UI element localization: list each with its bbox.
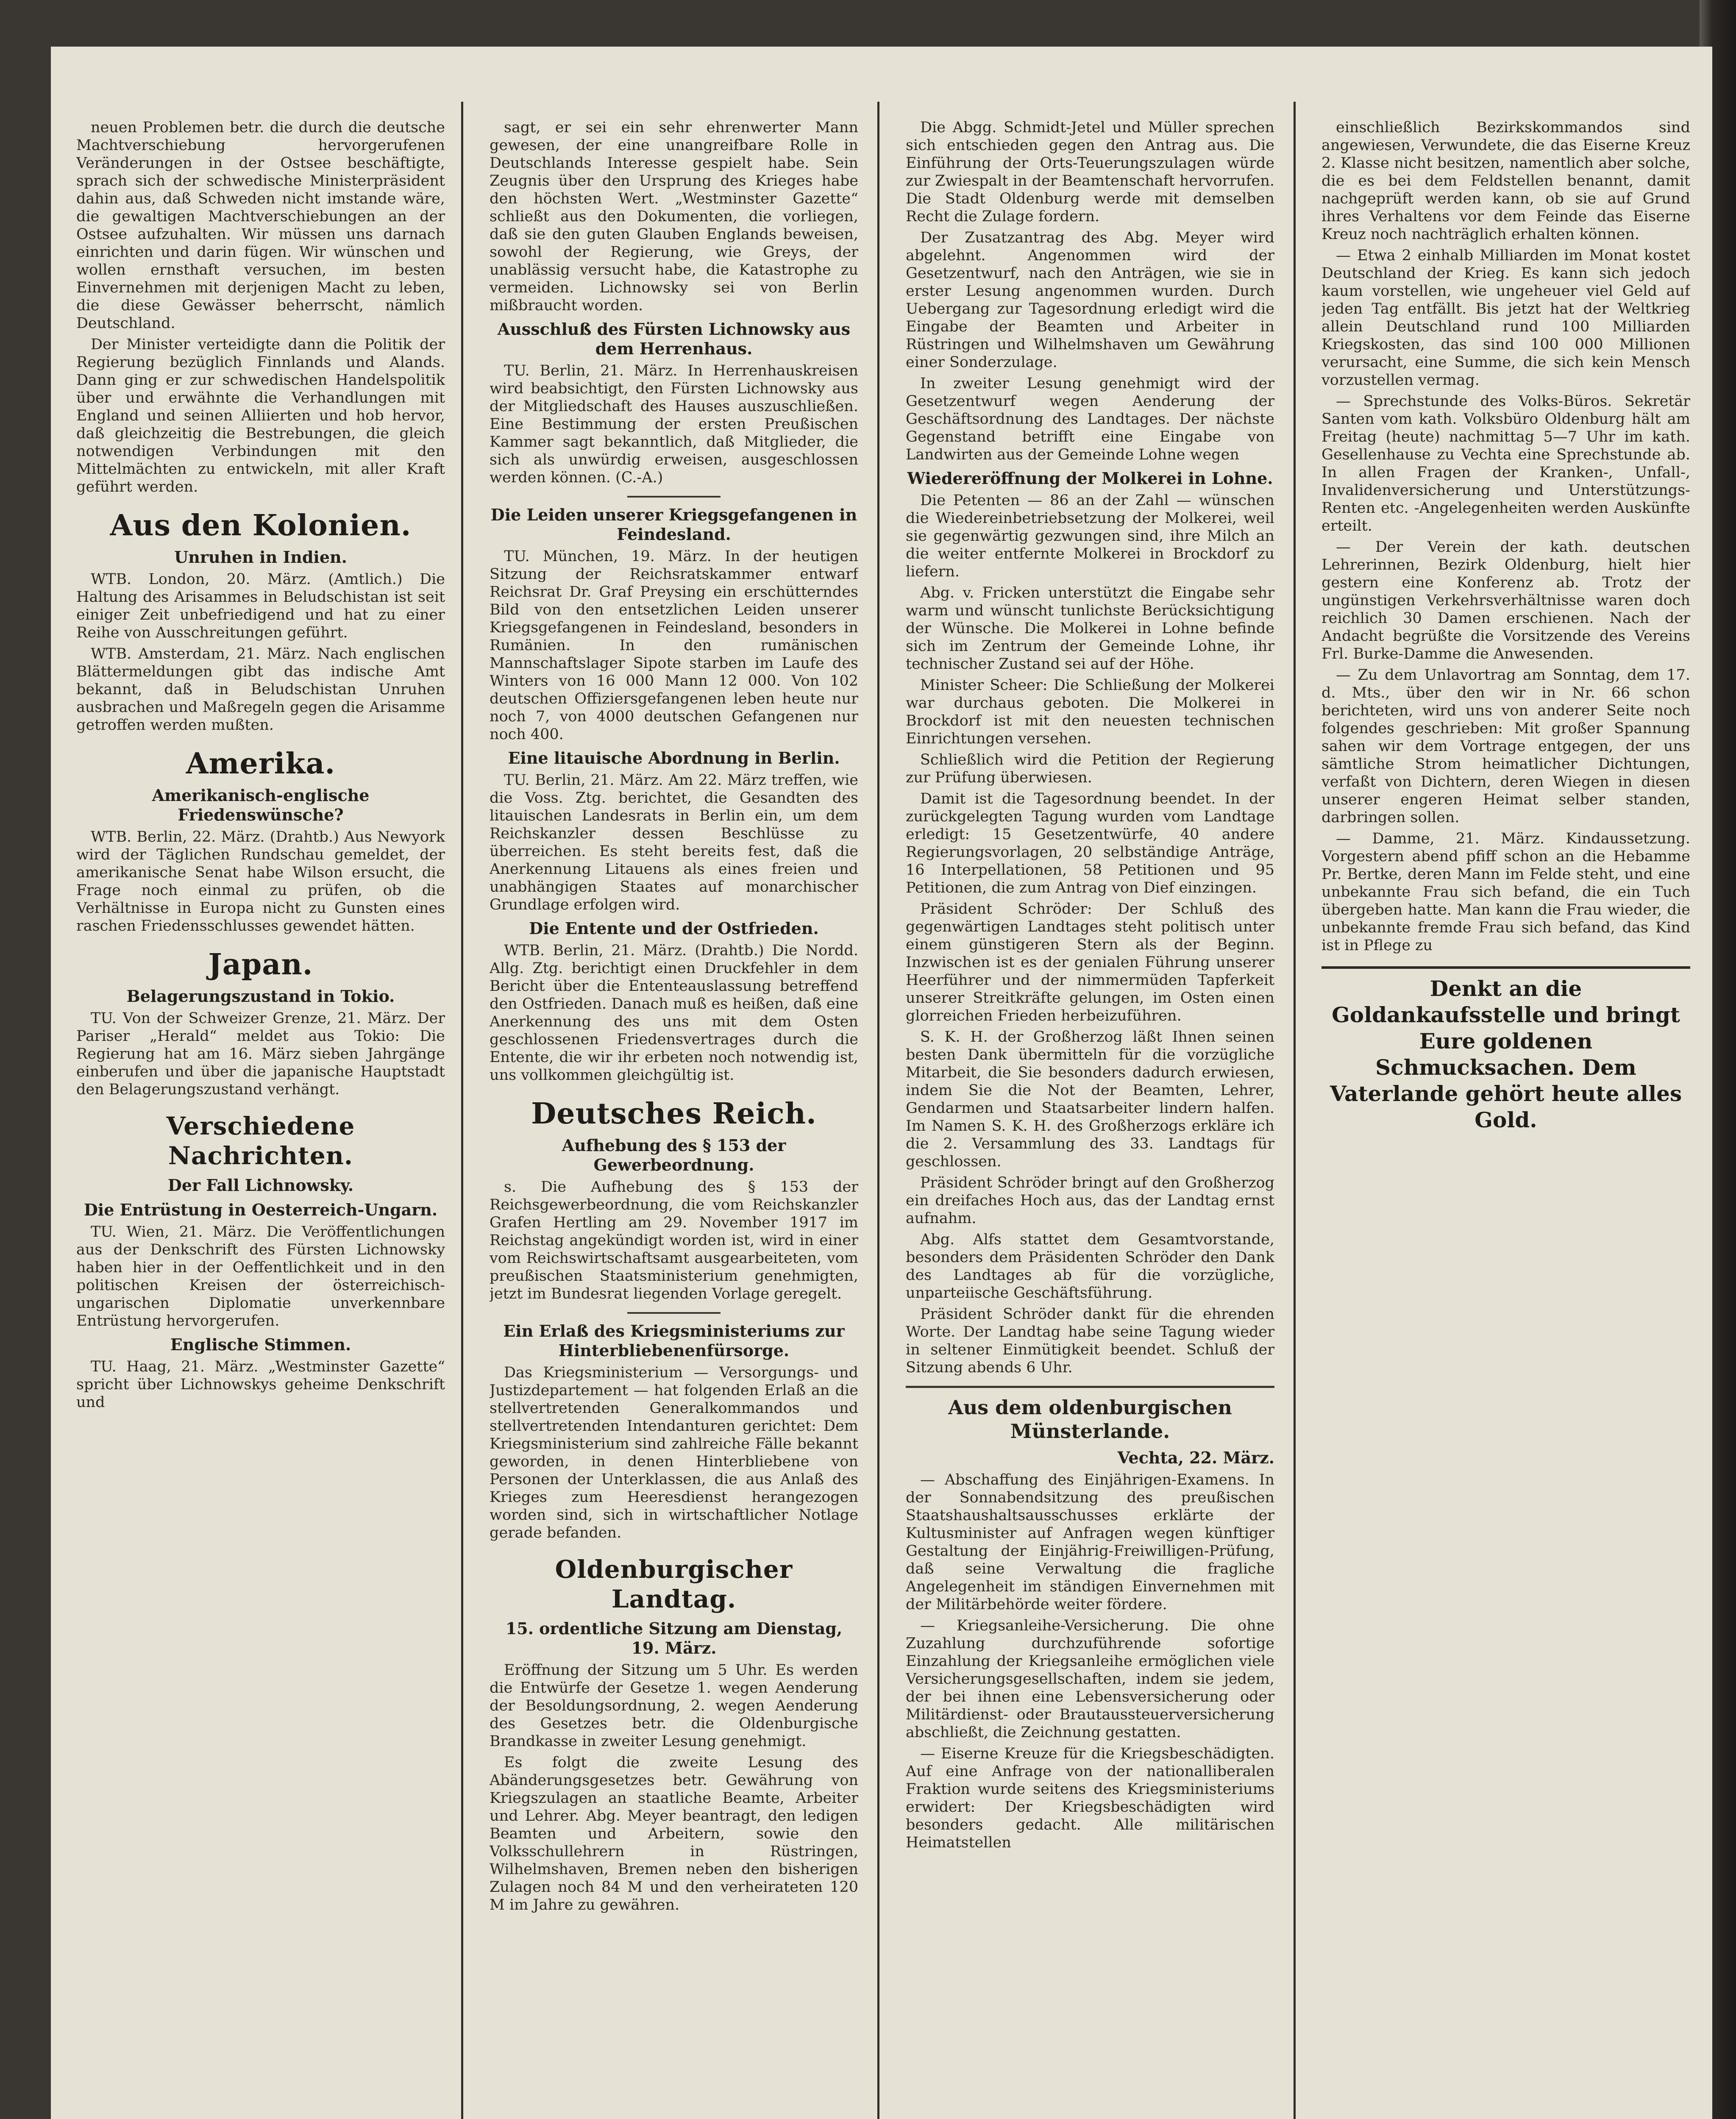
- article-paragraph: TU. München, 19. März. In der heutigen Sitzung der Reichsratskammer entwarf Reichsrat Dr. Graf Preysing ein erschütterndes Bild von den entsetzlichen Leiden unserer Kriegsgefangenen in Feindesland, besonders in Rumänien. In den rumänischen Mannschaftslager Sipote starben im Laufe des Winters von 16 000 Mann 12 000. Von 102 deutschen Offiziersgefangenen leben heute nur noch 7, von 4000 deutschen Gefangenen nur noch 400.: [490, 548, 858, 743]
- article-paragraph: WTB. Berlin, 22. März. (Drahtb.) Aus Newyork wird der Täglichen Rundschau gemeldet, der amerikanische Senat habe Wilson ersucht, die Frage noch einmal zu prüfen, ob die Verhältnisse in Europa nicht zu Gunsten eines raschen Friedensschlusses gewendet hätten.: [76, 829, 445, 934]
- column-1: [76, 119, 445, 2119]
- article-paragraph: — Abschaffung des Einjährigen-Examens. In der Sonnabendsitzung des preußischen Staatshaushaltsausschusses erklärte der Kultusminister auf Anfragen wegen künftiger Gestaltung der Einjährig-Freiwilligen-Prüfung, daß seine Verwaltung die fragliche Angelegenheit im ständigen Einvernehmen mit der Militärbehörde weiter fördere.: [906, 1471, 1274, 1613]
- article-paragraph: Eröffnung der Sitzung um 5 Uhr. Es werden die Entwürfe der Gesetze 1. wegen Aenderung der Besoldungsordnung, 2. wegen Aenderung des Gesetzes betr. die Oldenburgische Brandkasse in zweiter Lesung genehmigt.: [490, 1662, 858, 1750]
- article-paragraph: Die Petenten — 86 an der Zahl — wünschen die Wiedereinbetriebsetzung der Molkerei, weil sie gegenwärtig gezwungen sind, ihre Milch an die weiter entfernte Molkerei in Brockdorf zu liefern.: [906, 492, 1274, 580]
- section-heading-kolonien: Aus den Kolonien.: [110, 509, 412, 542]
- article-paragraph: WTB. London, 20. März. (Amtlich.) Die Haltung des Arisammes in Beludschistan ist seit einiger Zeit unbefriedigend und hat zu einer Reihe von Ausschreitungen geführt.: [76, 571, 445, 641]
- section-heading-japan: Japan.: [208, 948, 313, 982]
- section-heading-reich: Deutsches Reich.: [531, 1097, 817, 1131]
- article-paragraph: Die Abgg. Schmidt-Jetel und Müller sprechen sich entschieden gegen den Antrag aus. Die Einführung der Orts-Teuerungszulagen würde zur Zwiespalt in der Beamtenschaft hervorrufen. Die Stadt Oldenburg werde mit demselben Recht die Zulage fordern.: [906, 119, 1274, 225]
- article-paragraph: — Zu dem Unlavortrag am Sonntag, dem 17. d. Mts., über den wir in Nr. 66 schon berichteten, wird uns von anderer Seite noch folgendes geschrieben: Mit großer Spannung sahen wir dem Vortrage entgegen, der uns sämtliche Strom heimatlicher Dichtungen, verfaßt von Dichtern, deren Wiegen in diesen unserer engeren Heimat selber standen, darbringen sollen.: [1321, 667, 1690, 826]
- section-heading-landtag: Oldenburgischer Landtag.: [555, 1555, 793, 1613]
- article-paragraph: — Eiserne Kreuze für die Kriegsbeschädigten. Auf eine Anfrage von der nationalliberalen Fraktion wurde seitens des Kriegsministeriums erwidert: Der Kriegsbeschädigten wird besonders gedacht. Alle militärischen Heimatstellen: [906, 1745, 1274, 1851]
- article-paragraph: einschließlich Bezirkskommandos sind angewiesen, Verwundete, die das Eiserne Kreuz 2. Klasse nicht besitzen, namentlich aber solche, die es bei dem Feldstellen benannt, damit nachgeprüft werden kann, ob sie auf Grund ihres Verhaltens vor dem Feinde das Eiserne Kreuz noch nachträglich erhalten können.: [1321, 119, 1690, 243]
- article-paragraph: neuen Problemen betr. die durch die deutsche Machtverschiebung hervorgerufenen Veränderungen in der Ostsee beschäftigte, sprach sich der schwedische Ministerpräsident dahin aus, daß Schweden nicht imstande wäre, die gewaltigen Machtverschiebungen an der Ostsee aufzuhalten. Wir müssen uns darnach einrichten und darin fügen. Wir wünschen und wollen ernsthaft versuchen, im besten Einvernehmen mit derjenigen Macht zu leben, die diese Gewässer beherrscht, nämlich Deutschland.: [76, 119, 445, 332]
- column-rule: [877, 102, 879, 2119]
- article-paragraph: Das Kriegsministerium — Versorgungs- und Justizdepartement — hat folgenden Erlaß an die stellvertretenden Generalkommandos und stellvertretenden Intendanturen gerichtet: Dem Kriegsministerium sind zahlreiche Fälle bekannt geworden, in denen Hinterbliebene von Personen der Unterklassen, die aus Anlaß des Krieges zum Heeresdienst herangezogen worden sind, sich in wirtschaftlicher Notlage gerade befanden.: [490, 1364, 858, 1541]
- subheading-lichnowsky: Der Fall Lichnowsky.: [167, 1176, 354, 1195]
- section-heading-verschiedenes: Verschiedene Nachrichten.: [166, 1112, 355, 1170]
- article-paragraph: sagt, er sei ein sehr ehrenwerter Mann gewesen, der eine unangreifbare Rolle in Deutschlands Interesse gespielt habe. Sein Zeugnis über den Ursprung des Krieges habe den höchsten Wert. „Westminster Gazette“ schließt aus den Dokumenten, die vorliegen, daß sie den guten Glauben Englands beweisen, sowohl der Regierung, wie Greys, der unablässig versucht habe, die Katastrophe zu vermeiden. Lichnowsky sei von Berlin mißbraucht worden.: [490, 119, 858, 314]
- article-paragraph: Der Minister verteidigte dann die Politik der Regierung bezüglich Finnlands und Alands. Dann ging er zur schwedischen Handelspolitik über und erwähnte die Verhandlungen mit England und seinen Alliierten und hob hervor, daß gleichzeitig die Bestrebungen, die gleich notwendigen Verbindungen mit den Mittelmächten zu entwickeln, mit aller Kraft geführt werden.: [76, 336, 445, 495]
- article-paragraph: — Sprechstunde des Volks-Büros. Sekretär Santen vom kath. Volksbüro Oldenburg hält am Freitag (heute) nachmittag 5—7 Uhr im kath. Gesellenhause zu Vechta eine Sprechstunde ab. In allen Fragen der Kranken-, Unfall-, Invalidenversicherung und Unterstützungs-Renten etc. -Angelegenheiten werden Auskünfte erteilt.: [1321, 393, 1690, 534]
- page-top-margin: [51, 47, 1712, 93]
- column-rule: [461, 102, 463, 2119]
- subheading-indien: Unruhen in Indien.: [174, 548, 347, 567]
- article-paragraph: TU. Von der Schweizer Grenze, 21. März. Der Pariser „Herald“ meldet aus Tokio: Die Regierung hat am 16. März sieben Jahrgänge einberufen und über die japanische Hauptstadt den Belagerungszustand verhängt.: [76, 1010, 445, 1098]
- column-4: [1321, 119, 1690, 2119]
- article-paragraph: Präsident Schröder dankt für die ehrenden Worte. Der Landtag habe seine Tagung wieder in seltener Einmütigkeit beendet. Schluß der Sitzung abends 6 Uhr.: [906, 1306, 1274, 1376]
- column-rule: [1294, 102, 1296, 2119]
- newspaper-page: [51, 47, 1712, 2119]
- article-paragraph: Es folgt die zweite Lesung des Abänderungsgesetzes betr. Gewährung von Kriegszulagen an staatliche Beamte, Arbeiter und Lehrer. Abg. Meyer beantragt, den ledigen Beamten und Arbeitern, sowie den Volksschullehrern in Rüstringen, Wilhelmshaven, Bremen neben den bisherigen Zulagen noch 84 M und den verheirateten 120 M im Jahre zu gewähren.: [490, 1754, 858, 1913]
- article-paragraph: — Kriegsanleihe-Versicherung. Die ohne Zuzahlung durchzuführende sofortige Einzahlung der Kriegsanleihe ermöglichen viele Versicherungsgesellschaften, indem sie jedem, der bei ihnen eine Lebensversicherung oder Militärdienst- oder Brautaussteuerversicherung abschließt, die Zeichnung gestatten.: [906, 1617, 1274, 1741]
- article-paragraph: Präsident Schröder: Der Schluß des gegenwärtigen Landtages steht politisch unter einem günstigeren Stern als der Beginn. Inzwischen ist es der genialen Führung unserer Heerführer und der nimmermüden Tapferkeit unserer Streitkräfte gelungen, im Osten einen glorreichen Frieden herbeizuführen.: [906, 901, 1274, 1024]
- article-paragraph: WTB. Berlin, 21. März. (Drahtb.) Die Nordd. Allg. Ztg. berichtigt einen Druckfehler in dem Bericht über die Ententeauslassung betreffend den Ostfrieden. Danach muß es heißen, daß eine Anerkennung des uns mit dem Osten geschlossenen Friedensvertrages durch die Entente, die wir ihr erbeten noch notwendig ist, uns vollkommen gleichgültig ist.: [490, 942, 858, 1084]
- subheading-englische-stimmen: Englische Stimmen.: [170, 1335, 351, 1354]
- subheading-erlass: Ein Erlaß des Kriegsministeriums zur Hinterbliebenenfürsorge.: [503, 1321, 845, 1360]
- article-paragraph: Abg. Alfs stattet dem Gesamtvorstande, besonders dem Präsidenten Schröder den Dank des Landtages ab für die vorzügliche, unparteiische Geschäftsführung.: [906, 1231, 1274, 1301]
- subheading-sitzung: 15. ordentliche Sitzung am Dienstag, 19. März.: [505, 1619, 843, 1657]
- article-paragraph: Der Zusatzantrag des Abg. Meyer wird abgelehnt. Angenommen wird der Gesetzentwurf, nach den Anträgen, wie sie in erster Lesung angenommen wurden. Durch Uebergang zur Tagesordnung erledigt wird die Eingabe der Beamten und Arbeiter in Rüstringen und Wilhelmshaven um Gewährung einer Sonderzulage.: [906, 229, 1274, 371]
- separator-line: [627, 1312, 721, 1314]
- separator-line: [906, 1386, 1274, 1388]
- section-heading-muensterland: Aus dem oldenburgischen Münsterlande.: [948, 1396, 1232, 1443]
- article-paragraph: TU. Berlin, 21. März. Am 22. März treffen, wie die Voss. Ztg. berichtet, die Gesandten des litauischen Landesrats in Berlin ein, um dem Reichskanzler dessen Beschlüsse zu überreichen. Es steht bereits fest, daß die Anerkennung Litauens als eines freien und unabhängigen Staates auf monarchischer Grundlage erfolgen wird.: [490, 772, 858, 913]
- article-paragraph: — Damme, 21. März. Kindaussetzung. Vorgestern abend pfiff schon an die Hebamme Pr. Bertke, deren Mann im Felde steht, und eine unbekannte Frau sich befand, die ein Tuch übergeben hatte. Man kann die Frau wieder, die unbekannte fremde Frau sich befand, das Kind ist in Pflege zu: [1321, 830, 1690, 954]
- article-paragraph: Damit ist die Tagesordnung beendet. In der zurückgelegten Tagung wurden vom Landtage erledigt: 15 Gesetzentwürfe, 40 andere Regierungsvorlagen, 20 selbständige Anträge, 16 Interpellationen, 58 Petitionen und 95 Petitionen, die zum Antrag von Dief einzingen.: [906, 790, 1274, 896]
- article-paragraph: s. Die Aufhebung des § 153 der Reichsgewerbeordnung, die vom Reichskanzler Grafen Hertling am 29. November 1917 im Reichstag angekündigt worden ist, wird in einer vom Reichswirtschaftsamt ausgearbeiteten, vom preußischen Staatsministerium genehmigten, jetzt im Bundesrat liegenden Vorlage geregelt.: [490, 1179, 858, 1302]
- subheading-amerika: Amerikanisch-englische Friedenswünsche?: [152, 786, 370, 824]
- article-paragraph: WTB. Amsterdam, 21. März. Nach englischen Blättermeldungen gibt das indische Amt bekannt, daß in Beludschistan Unruhen ausbrachen und Maßregeln gegen die Arisamme getroffen werden mußten.: [76, 645, 445, 734]
- article-paragraph: TU. Haag, 21. März. „Westminster Gazette“ spricht über Lichnowskys geheime Denkschrift und: [76, 1358, 445, 1411]
- article-paragraph: Schließlich wird die Petition der Regierung zur Prüfung überwiesen.: [906, 751, 1274, 786]
- separator-line: [627, 496, 721, 498]
- article-paragraph: — Der Verein der kath. deutschen Lehrerinnen, Bezirk Oldenburg, hielt hier gestern eine Konferenz ab. Trotz der ungünstigen Verkehrsverhältnisse waren doch reichlich 30 Damen erschienen. Nach der Andacht begrüßte die Vorsitzende des Vereins Frl. Burke-Damme die Anwesenden.: [1321, 539, 1690, 662]
- subheading-leiden: Die Leiden unserer Kriegsgefangenen in Feindesland.: [490, 505, 857, 544]
- subheading-ausschluss: Ausschluß des Fürsten Lichnowsky aus dem Herrenhaus.: [497, 320, 851, 358]
- subheading-153: Aufhebung des § 153 der Gewerbeordnung.: [562, 1136, 786, 1174]
- article-paragraph: — Etwa 2 einhalb Milliarden im Monat kostet Deutschland der Krieg. Es kann sich jedoch kaum vorstellen, wie ungeheuer viel Geld auf jeden Tag entfällt. Bis jetzt hat der Weltkrieg allein Deutschland rund 100 Milliarden Kriegskosten, das sind 100 000 Millionen verursacht, eine Summe, die sich kein Mensch vorzustellen vermag.: [1321, 247, 1690, 389]
- article-paragraph: Abg. v. Fricken unterstützt die Eingabe sehr warm und wünscht tunlichste Berücksichtigung der Wünsche. Die Molkerei in Lohne befinde sich im Zentrum der Gemeinde Lohne, ihr technischer Zustand sei auf der Höhe.: [906, 584, 1274, 673]
- subheading-japan: Belagerungszustand in Tokio.: [126, 987, 395, 1006]
- dateline-vechta: Vechta, 22. März.: [1117, 1448, 1274, 1467]
- article-paragraph: Minister Scheer: Die Schließung der Molkerei war durchaus geboten. Die Molkerei in Brockdorf ist mit den neuesten technischen Einrichtungen versehen.: [906, 677, 1274, 747]
- article-paragraph: In zweiter Lesung genehmigt wird der Gesetzentwurf wegen Aenderung der Geschäftsordnung des Landtages. Der nächste Gegenstand betrifft eine Eingabe von Landwirten aus der Gemeinde Lohne wegen: [906, 375, 1274, 463]
- subheading-entruestung: Die Entrüstung in Oesterreich-Ungarn.: [83, 1200, 438, 1219]
- gold-appeal-box: Denkt an die Goldankaufsstelle und bringt Eure goldenen Schmucksachen. Dem Vaterlande gehört heute alles Gold.: [1321, 966, 1690, 1140]
- subheading-entente: Die Entente und der Ostfrieden.: [529, 919, 819, 938]
- column-3: [906, 119, 1274, 2119]
- subheading-molkerei: Wiedereröffnung der Molkerei in Lohne.: [907, 469, 1273, 488]
- subheading-litauen: Eine litauische Abordnung in Berlin.: [508, 748, 840, 768]
- column-2: [490, 119, 858, 2119]
- article-paragraph: TU. Wien, 21. März. Die Veröffentlichungen aus der Denkschrift des Fürsten Lichnowsky haben hier in der Oeffentlichkeit und in den politischen Kreisen der österreichisch-ungarischen Diplomatie unverkennbare Entrüstung hervorgerufen.: [76, 1224, 445, 1329]
- article-paragraph: Präsident Schröder bringt auf den Großherzog ein dreifaches Hoch aus, das der Landtag ernst aufnahm.: [906, 1174, 1274, 1227]
- section-heading-amerika: Amerika.: [186, 747, 336, 781]
- article-paragraph: TU. Berlin, 21. März. In Herrenhauskreisen wird beabsichtigt, den Fürsten Lichnowsky aus der Mitgliedschaft des Hauses auszuschließen. Eine Bestimmung der ersten Preußischen Kammer sagt bekanntlich, daß Mitglieder, die sich als unwürdig erweisen, ausgeschlossen werden können. (C.-A.): [490, 362, 858, 486]
- article-paragraph: S. K. H. der Großherzog läßt Ihnen seinen besten Dank übermitteln für die vorzügliche Mitarbeit, die Sie besonders dadurch erwiesen, indem Sie die Not der Beamten, Lehrer, Gendarmen und Staatsarbeiter lindern halfen. Im Namen S. K. H. des Großherzogs erkläre ich die 2. Versammlung des 33. Landtags für geschlossen.: [906, 1029, 1274, 1170]
